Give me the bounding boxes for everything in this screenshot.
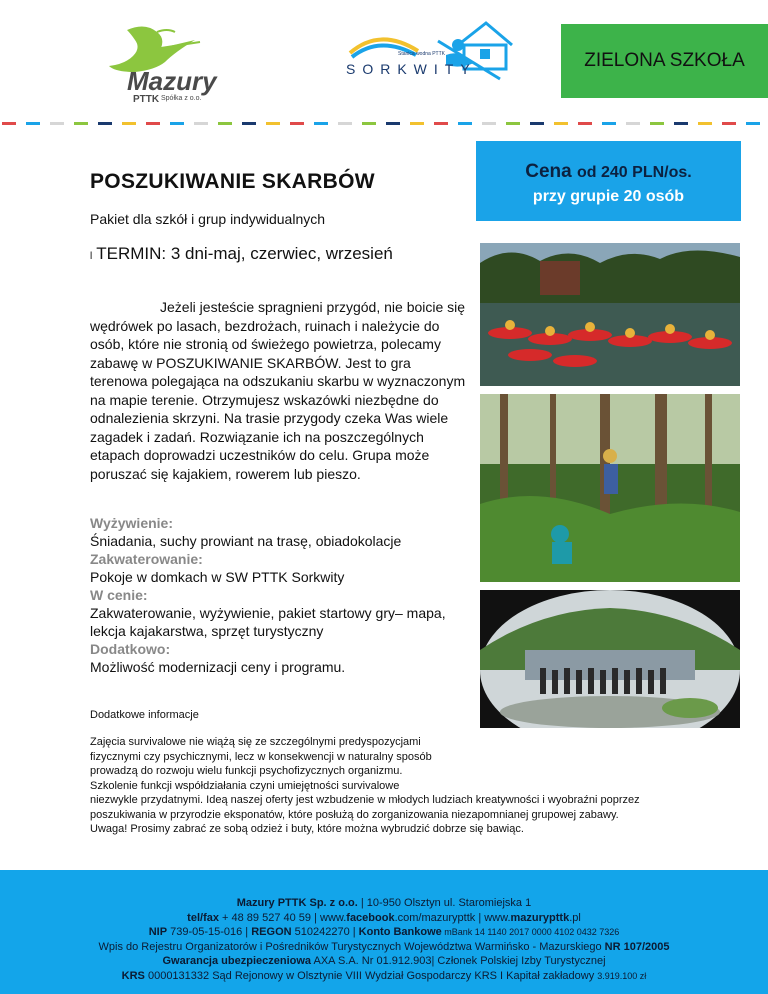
footer-capital: 3.919.100 zł (597, 970, 647, 981)
footer-registry-nr: NR 107/2005 (604, 940, 670, 953)
additional-info-line: Szkolenie funkcji współdziałania czyni umiejętności survivalowe (90, 779, 400, 792)
logo-sub: PTTK (133, 94, 160, 105)
footer-www: mazurypttk (510, 911, 570, 924)
divider-dash (50, 122, 64, 125)
divider-dash (74, 122, 88, 125)
divider-dash (698, 122, 712, 125)
divider-dash (362, 122, 376, 125)
footer-text (0, 896, 768, 984)
divider-dash (746, 122, 760, 125)
sorkwity-logo (340, 15, 520, 95)
zielona-szkola-badge: ZIELONA SZKOŁA (561, 24, 768, 98)
additional-info-text (90, 735, 730, 837)
info-value-additional: Możliwość modernizacji ceny i programu. (90, 659, 346, 675)
footer-www-rest: .pl (569, 911, 581, 924)
additional-info-line: fizycznymi czy psychicznymi, lecz w konsekwencji w naturalny sposób (90, 750, 432, 763)
info-label-additional: Dodatkowo: (90, 641, 171, 657)
footer-fb: facebook (346, 911, 395, 924)
additional-info-line: Uwaga! Prosimy zabrać ze sobą odzież i buty, które można wybrudzić dobrze się bawiąc. (90, 823, 524, 835)
divider-dash (602, 122, 616, 125)
footer-company: Mazury PTTK Sp. z o.o. (236, 897, 358, 909)
additional-info-heading: Dodatkowe informacje (90, 709, 199, 721)
additional-info-line: niezwykle przydatnymi. Ideą naszej oferty jest wzbudzenie w młodych ludziach kreatywności i wyobraźni poprzez (90, 794, 640, 806)
price-line-1 (476, 161, 741, 183)
footer-regon-label: REGON (251, 926, 292, 939)
footer-guarantee: AXA S.A. Nr 01.912.903| Członek Polskiej Izby Turystycznej (311, 955, 606, 968)
price-value: od 240 PLN/os. (577, 164, 692, 181)
footer-tel-label: tel/fax (187, 911, 219, 924)
divider-dash (290, 122, 304, 125)
info-label-included: W cenie: (90, 587, 148, 603)
divider-dash (482, 122, 496, 125)
group-photo (480, 590, 740, 728)
footer-tel: + 48 89 527 40 59 | www. (218, 911, 347, 924)
top-dashed-divider (0, 122, 768, 126)
price-label: Cena (525, 161, 572, 182)
additional-info-line: prowadzą do rozwoju wielu funkcji psychofizycznych organizmu. (90, 765, 403, 777)
divider-dash (170, 122, 184, 125)
footer-address: | 10-950 Olsztyn ul. Staromiejska 1 (357, 897, 532, 909)
divider-dash (98, 122, 112, 125)
divider-dash (410, 122, 424, 125)
divider-dash (722, 122, 736, 125)
divider-dash (626, 122, 640, 125)
footer-fb-rest: .com/mazurypttk | www. (394, 911, 511, 924)
divider-dash (386, 122, 400, 125)
divider-dash (458, 122, 472, 125)
info-value-included: Zakwaterowanie, wyżywienie, pakiet startowy gry– mapa, lekcja kajakarstwa, sprzęt turystyczny (90, 605, 446, 639)
logo-sub: Stanica wodna PTTK (398, 51, 445, 57)
divider-dash (338, 122, 352, 125)
page-subtitle: Pakiet dla szkół i grup indywidualnych (90, 211, 326, 227)
divider-dash (242, 122, 256, 125)
info-list (90, 514, 466, 676)
divider-dash (434, 122, 448, 125)
divider-dash (122, 122, 136, 125)
footer-krs-label: KRS (121, 969, 145, 982)
info-label-meals: Wyżywienie: (90, 515, 173, 531)
logo-word: Mazury (127, 66, 217, 96)
kayaks-photo (480, 243, 740, 386)
termin-line (90, 244, 393, 264)
price-box (476, 141, 741, 221)
divider-dash (554, 122, 568, 125)
divider-dash (506, 122, 520, 125)
footer-registry: Wpis do Rejestru Organizatorów i Pośredników Turystycznych Województwa Warmińsko - Mazurskiego (98, 940, 605, 953)
footer-nip: 739-05-15-016 | (167, 926, 252, 939)
mazury-pttk-logo (105, 18, 255, 108)
divider-dash (266, 122, 280, 125)
info-value-accommodation: Pokoje w domkach w SW PTTK Sorkwity (90, 569, 345, 585)
info-label-accommodation: Zakwaterowanie: (90, 551, 203, 567)
footer-krs: 0000131332 Sąd Rejonowy w Olsztynie VIII Wydział Gospodarczy KRS I Kapitał zakładowy (144, 969, 598, 982)
page-title: POSZUKIWANIE SKARBÓW (90, 170, 375, 193)
forest-photo (480, 394, 740, 582)
additional-info-line: poszukiwania w przyrodzie eksponatów, które posłużą do zorganizowania niezapomnianej grupowej zabawy. (90, 808, 619, 821)
divider-dash (2, 122, 16, 125)
divider-dash (194, 122, 208, 125)
company-footer (0, 870, 768, 994)
logo-sub2: Spółka z o.o. (161, 95, 202, 102)
divider-dash (674, 122, 688, 125)
additional-info-line: Zajęcia survivalowe nie wiążą się ze szczególnymi predyspozycjami (90, 736, 421, 748)
divider-dash (218, 122, 232, 125)
footer-bank-label: Konto Bankowe (358, 926, 442, 939)
divider-dash (26, 122, 40, 125)
footer-guarantee-label: Gwarancja ubezpieczeniowa (162, 955, 312, 968)
divider-dash (650, 122, 664, 125)
termin-text: TERMIN: 3 dni-maj, czerwiec, wrzesień (96, 244, 393, 263)
price-line-2: przy grupie 20 osób (532, 188, 685, 205)
footer-bank: mBank 14 1140 2017 0000 4102 0432 7326 (441, 927, 620, 938)
divider-dash (578, 122, 592, 125)
divider-dash (530, 122, 544, 125)
divider-dash (314, 122, 328, 125)
info-value-meals: Śniadania, suchy prowiant na trasę, obiadokolacje (90, 533, 402, 549)
description: Jeżeli jesteście spragnieni przygód, nie boicie się wędrówek po lasach, bezdrożach, ruinach i należycie do osób, które nie stronią od świeżego powietrza, polecamy zabawę w POSZUKIWANIE SKARBÓW. Jest to gra terenowa polegająca na odszukaniu skarbu w wyznaczonym na mapie terenie. Otrzymujesz wskazówki niezbędne do odnalezienia skrzyni. Na trasie przygody czeka Was wiele zagadek i zadań. Rozwiązanie ich na poszczególnych etapach doprowadzi uczestników do celu. Grupa może poruszać się kajakiem, rowerem lub pieszo. (90, 299, 466, 482)
footer-nip-label: NIP (148, 926, 168, 939)
logo-word: SORKWITY (346, 61, 477, 77)
footer-regon: 510242270 | (291, 926, 359, 939)
divider-dash (146, 122, 160, 125)
bullet-marker: l (90, 251, 93, 262)
